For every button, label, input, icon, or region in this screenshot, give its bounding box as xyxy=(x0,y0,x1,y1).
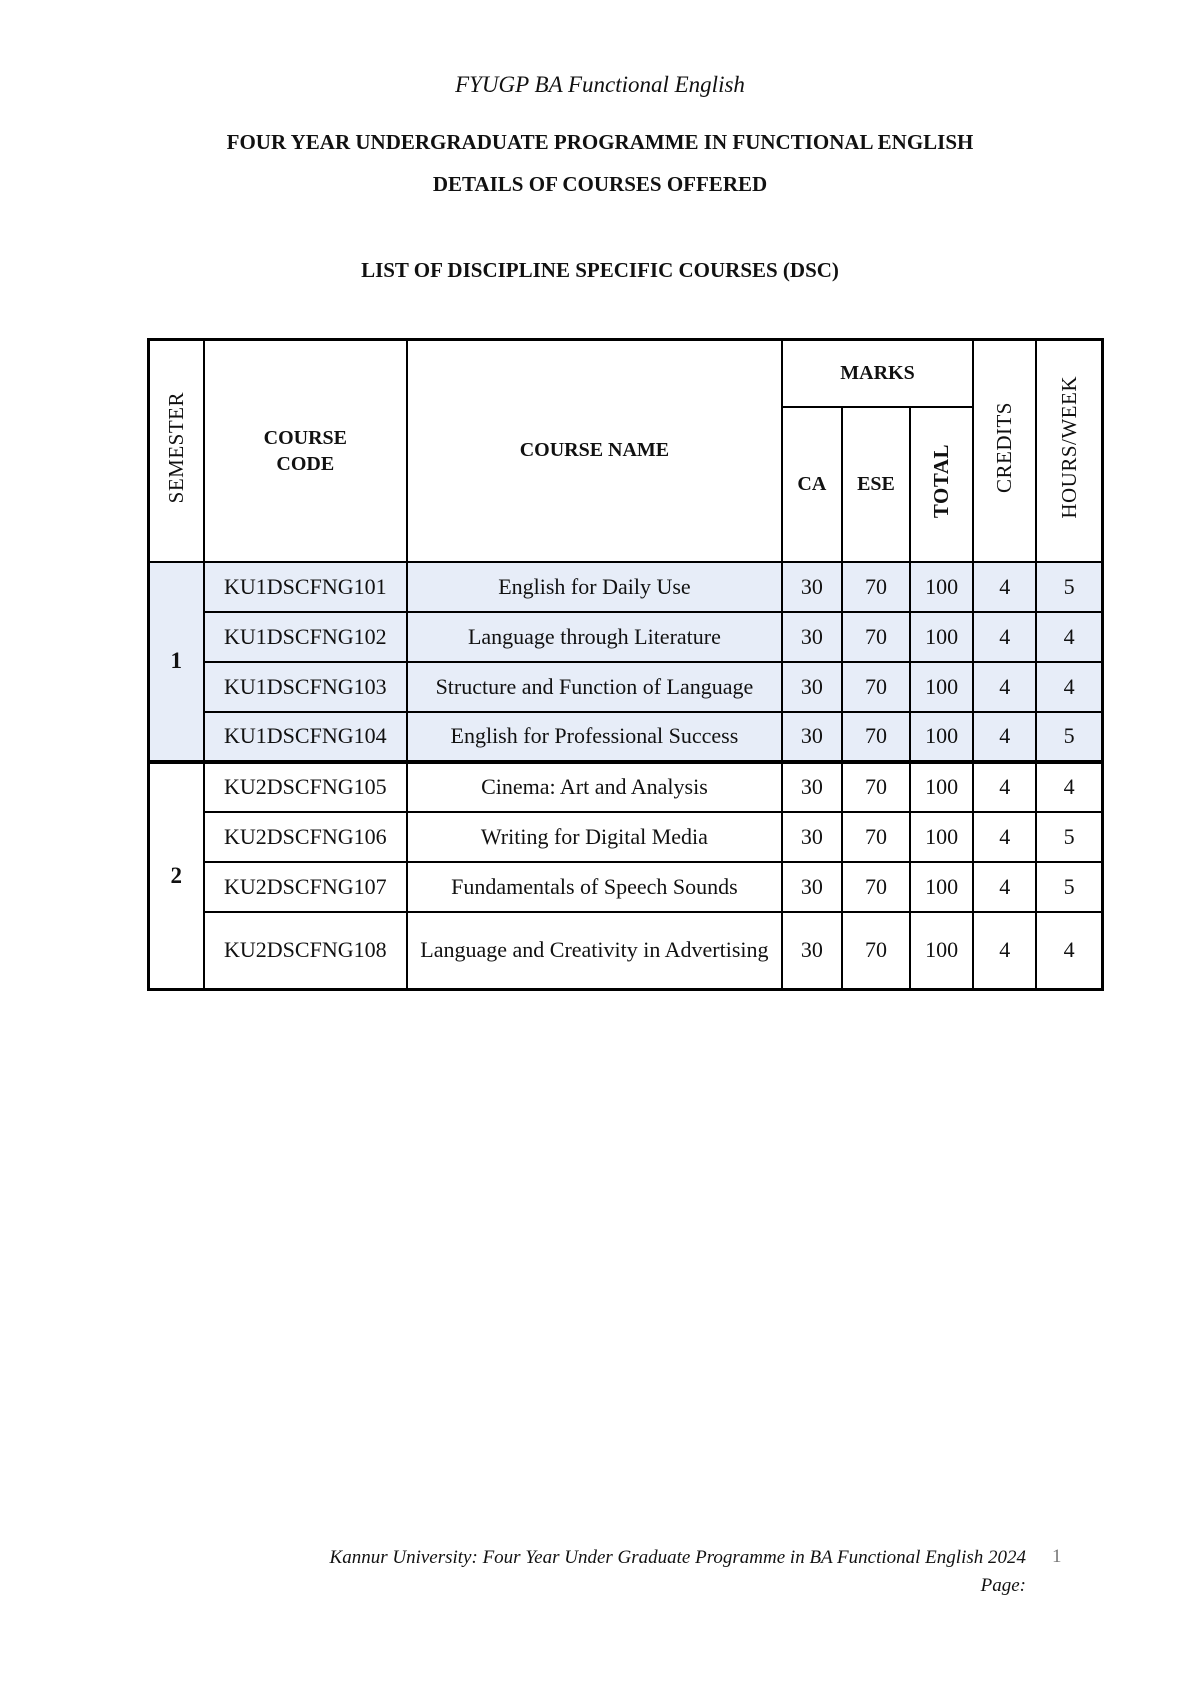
credits-cell: 4 xyxy=(973,862,1036,912)
course-code-cell: KU1DSCFNG102 xyxy=(204,612,407,662)
header-ese: ESE xyxy=(842,407,910,562)
credits-cell: 4 xyxy=(973,562,1036,612)
header-ca: CA xyxy=(782,407,842,562)
header-credits: CREDITS xyxy=(973,340,1036,562)
hours-cell: 4 xyxy=(1036,662,1102,712)
credits-cell: 4 xyxy=(973,612,1036,662)
course-code-cell: KU1DSCFNG103 xyxy=(204,662,407,712)
hours-cell: 4 xyxy=(1036,762,1102,812)
ese-cell: 70 xyxy=(842,612,910,662)
total-cell: 100 xyxy=(910,812,973,862)
ca-cell: 30 xyxy=(782,612,842,662)
semester-number: 2 xyxy=(149,762,204,990)
course-name-cell: Structure and Function of Language xyxy=(407,662,782,712)
total-cell: 100 xyxy=(910,662,973,712)
table-row xyxy=(149,762,1103,812)
courses-table xyxy=(147,338,1104,991)
running-head: FYUGP BA Functional English xyxy=(455,72,745,97)
course-name-cell: Cinema: Art and Analysis xyxy=(407,762,782,812)
course-name-cell: Fundamentals of Speech Sounds xyxy=(407,862,782,912)
semester-1-group xyxy=(149,562,1103,762)
table-row xyxy=(149,812,1103,862)
course-code-cell: KU2DSCFNG107 xyxy=(204,862,407,912)
ca-cell: 30 xyxy=(782,762,842,812)
table-row xyxy=(149,662,1103,712)
footer-line-1: Kannur University: Four Year Under Graduate Programme in BA Functional English 2024 xyxy=(329,1547,1026,1568)
header-semester: SEMESTER xyxy=(149,340,204,562)
hours-cell: 5 xyxy=(1036,862,1102,912)
semester-number: 1 xyxy=(149,562,204,762)
header-marks: MARKS xyxy=(782,340,973,407)
header-hours-week: HOURS/WEEK xyxy=(1036,340,1102,562)
ese-cell: 70 xyxy=(842,812,910,862)
ese-cell: 70 xyxy=(842,862,910,912)
hours-cell: 5 xyxy=(1036,712,1102,762)
table-row xyxy=(149,612,1103,662)
ca-cell: 30 xyxy=(782,812,842,862)
total-cell: 100 xyxy=(910,762,973,812)
ca-cell: 30 xyxy=(782,712,842,762)
hours-cell: 4 xyxy=(1036,612,1102,662)
ese-cell: 70 xyxy=(842,562,910,612)
ese-cell: 70 xyxy=(842,762,910,812)
course-name-cell: Writing for Digital Media xyxy=(407,812,782,862)
course-code-cell: KU2DSCFNG106 xyxy=(204,812,407,862)
document-subtitle: DETAILS OF COURSES OFFERED xyxy=(432,172,768,196)
ese-cell: 70 xyxy=(842,662,910,712)
hours-cell: 5 xyxy=(1036,812,1102,862)
credits-cell: 4 xyxy=(973,662,1036,712)
course-code-cell: KU1DSCFNG104 xyxy=(204,712,407,762)
ca-cell: 30 xyxy=(782,662,842,712)
total-cell: 100 xyxy=(910,562,973,612)
ca-cell: 30 xyxy=(782,912,842,990)
list-title: LIST OF DISCIPLINE SPECIFIC COURSES (DSC) xyxy=(361,258,839,282)
table-row xyxy=(149,562,1103,612)
total-cell: 100 xyxy=(910,712,973,762)
table-row xyxy=(149,912,1103,990)
ese-cell: 70 xyxy=(842,712,910,762)
ca-cell: 30 xyxy=(782,862,842,912)
page-number: 1 xyxy=(1052,1546,1062,1567)
ese-cell: 70 xyxy=(842,912,910,990)
credits-cell: 4 xyxy=(973,912,1036,990)
hours-cell: 5 xyxy=(1036,562,1102,612)
credits-cell: 4 xyxy=(973,712,1036,762)
total-cell: 100 xyxy=(910,862,973,912)
semester-2-group xyxy=(149,762,1103,990)
header-course-name: COURSE NAME xyxy=(407,340,782,562)
total-cell: 100 xyxy=(910,612,973,662)
table-row xyxy=(149,712,1103,762)
ca-cell: 30 xyxy=(782,562,842,612)
course-name-cell: English for Professional Success xyxy=(407,712,782,762)
header-total: TOTAL xyxy=(910,407,973,562)
page-footer xyxy=(330,1544,1026,1600)
course-name-cell: English for Daily Use xyxy=(407,562,782,612)
total-cell: 100 xyxy=(910,912,973,990)
course-code-cell: KU1DSCFNG101 xyxy=(204,562,407,612)
header-course-code: COURSE CODE xyxy=(204,340,407,562)
credits-cell: 4 xyxy=(973,762,1036,812)
credits-cell: 4 xyxy=(973,812,1036,862)
footer-line-2: Page: xyxy=(980,1575,1026,1596)
hours-cell: 4 xyxy=(1036,912,1102,990)
course-name-cell: Language and Creativity in Advertising xyxy=(407,912,782,990)
table-row xyxy=(149,862,1103,912)
course-code-cell: KU2DSCFNG105 xyxy=(204,762,407,812)
course-name-cell: Language through Literature xyxy=(407,612,782,662)
document-title: FOUR YEAR UNDERGRADUATE PROGRAMME IN FUNCTIONAL ENGLISH xyxy=(226,130,974,154)
course-code-cell: KU2DSCFNG108 xyxy=(204,912,407,990)
